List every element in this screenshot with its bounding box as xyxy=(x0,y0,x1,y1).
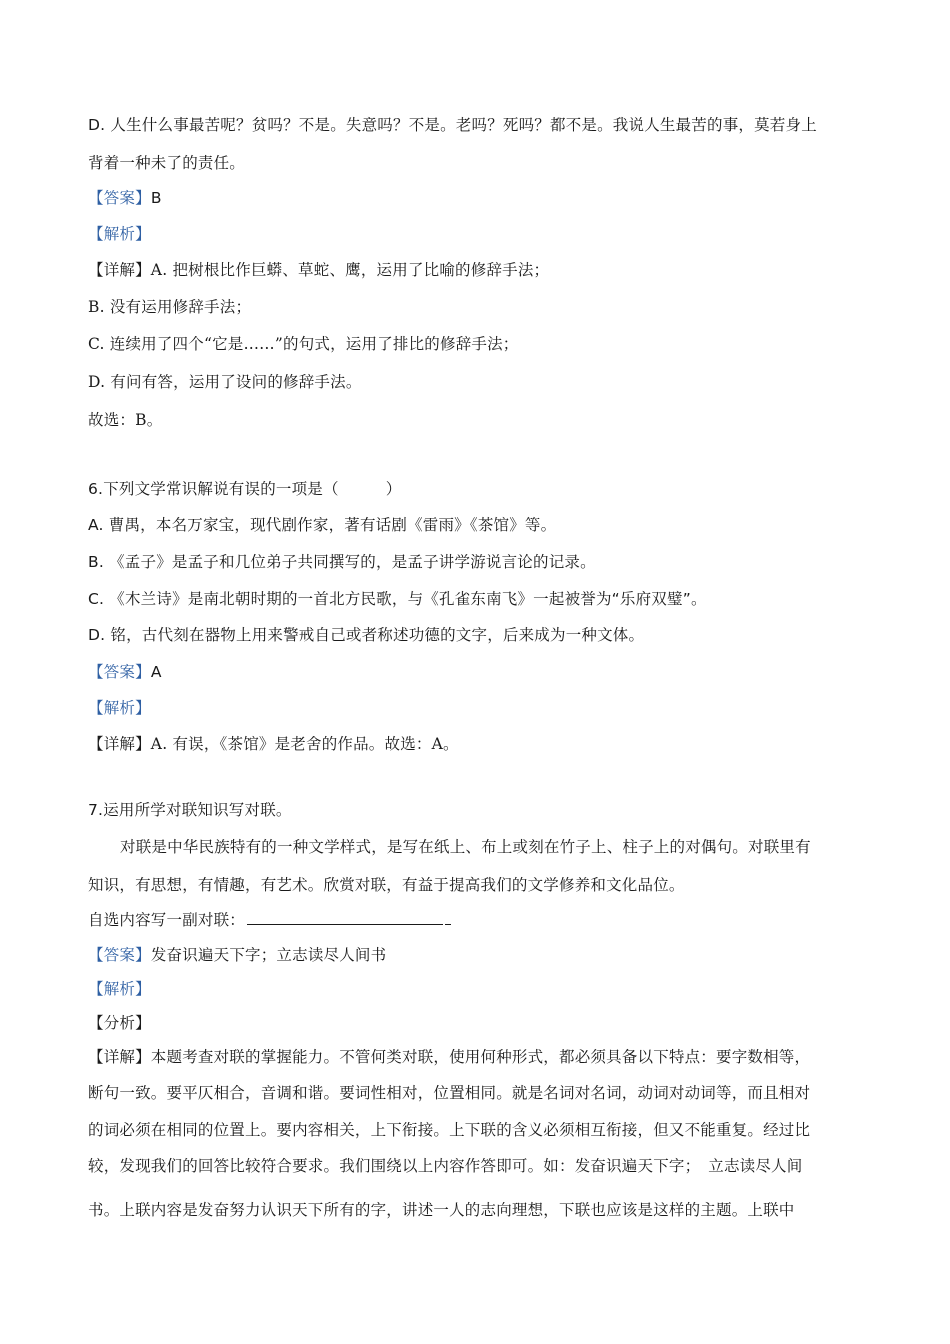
answer-tag: 【答案】 xyxy=(88,663,151,681)
q7-question: 7.运用所学对联知识写对联。 xyxy=(88,801,292,819)
q6-answer xyxy=(88,661,162,683)
q7-fenxi-tag: 【分析】 xyxy=(88,1014,151,1032)
q7-detail-line2: 断句一致。要平仄相合，音调和谐。要词性相对，位置相同。就是名词对名词，动词对动词等，而且相对 xyxy=(88,1084,811,1102)
q7-analysis-tag: 【解析】 xyxy=(88,980,151,998)
q5-detail-line2: B. 没有运用修辞手法； xyxy=(88,298,252,316)
q6-detail: 【详解】A. 有误，《茶馆》是老舍的作品。故选：A。 xyxy=(88,735,459,753)
q5-detail-line5: 故选：B。 xyxy=(88,411,163,429)
answer-tag: 【答案】 xyxy=(88,946,151,964)
q7-detail-line3: 的词必须在相同的位置上。要内容相关，上下衔接。上下联的含义必须相互衔接，但又不能重复。经过比 xyxy=(88,1121,811,1139)
q5-option-d-line2: 背着一种未了的责任。 xyxy=(88,154,246,172)
q6-option-a: A. 曹禺，本名万家宝，现代剧作家，著有话剧《雷雨》《茶馆》等。 xyxy=(88,516,557,534)
answer-value: A xyxy=(150,663,162,681)
q7-passage-line2: 知识，有思想，有情趣，有艺术。欣赏对联，有益于提高我们的文学修养和文化品位。 xyxy=(88,876,685,894)
q5-detail-line1: 【详解】A. 把树根比作巨蟒、草蛇、鹰，运用了比喻的修辞手法； xyxy=(88,261,550,279)
prompt-text: 自选内容写一副对联： xyxy=(88,911,246,929)
answer-value: 发奋识遍天下字；立志读尽人间书 xyxy=(150,946,387,964)
q5-detail-line4: D. 有问有答，运用了设问的修辞手法。 xyxy=(88,373,362,391)
answer-blank xyxy=(247,910,443,925)
q7-passage-line1: 对联是中华民族特有的一种文学样式，是写在纸上、布上或刻在竹子上、柱子上的对偶句。对联里有 xyxy=(120,838,811,856)
q7-detail-line5: 书。上联内容是发奋努力认识天下所有的字，讲述一人的志向理想，下联也应该是这样的主题。上联中 xyxy=(88,1201,795,1219)
q7-detail-line4: 较，发现我们的回答比较符合要求。我们围绕以上内容作答即可。如：发奋识遍天下字； 立志读尽人间 xyxy=(88,1157,803,1175)
q6-option-d: D. 铭，古代刻在器物上用来警戒自己或者称述功德的文字，后来成为一种文体。 xyxy=(88,626,645,644)
q6-option-c: C. 《木兰诗》是南北朝时期的一首北方民歌，与《孔雀东南飞》一起被誉为“乐府双璧”。 xyxy=(88,590,707,608)
q5-detail-line3: C. 连续用了四个“它是……”的句式，运用了排比的修辞手法； xyxy=(88,335,519,353)
q5-analysis-tag: 【解析】 xyxy=(88,225,151,243)
q7-prompt xyxy=(88,909,451,931)
q6-option-b: B. 《孟子》是孟子和几位弟子共同撰写的，是孟子讲学游说言论的记录。 xyxy=(88,553,596,571)
blank-tail xyxy=(445,910,451,925)
answer-tag: 【答案】 xyxy=(88,189,151,207)
answer-value: B xyxy=(150,189,162,207)
q6-question: 6.下列文学常识解说有误的一项是（ ） xyxy=(88,480,402,498)
q6-analysis-tag: 【解析】 xyxy=(88,699,151,717)
q5-option-d-line1: D. 人生什么事最苦呢？贫吗？不是。失意吗？不是。老吗？死吗？都不是。我说人生最苦的事，莫若身上 xyxy=(88,116,817,134)
q5-answer xyxy=(88,187,162,209)
q7-answer xyxy=(88,944,386,966)
q7-detail-line1: 【详解】本题考查对联的掌握能力。不管何类对联，使用何种形式，都必须具备以下特点：要字数相等， xyxy=(88,1048,811,1066)
